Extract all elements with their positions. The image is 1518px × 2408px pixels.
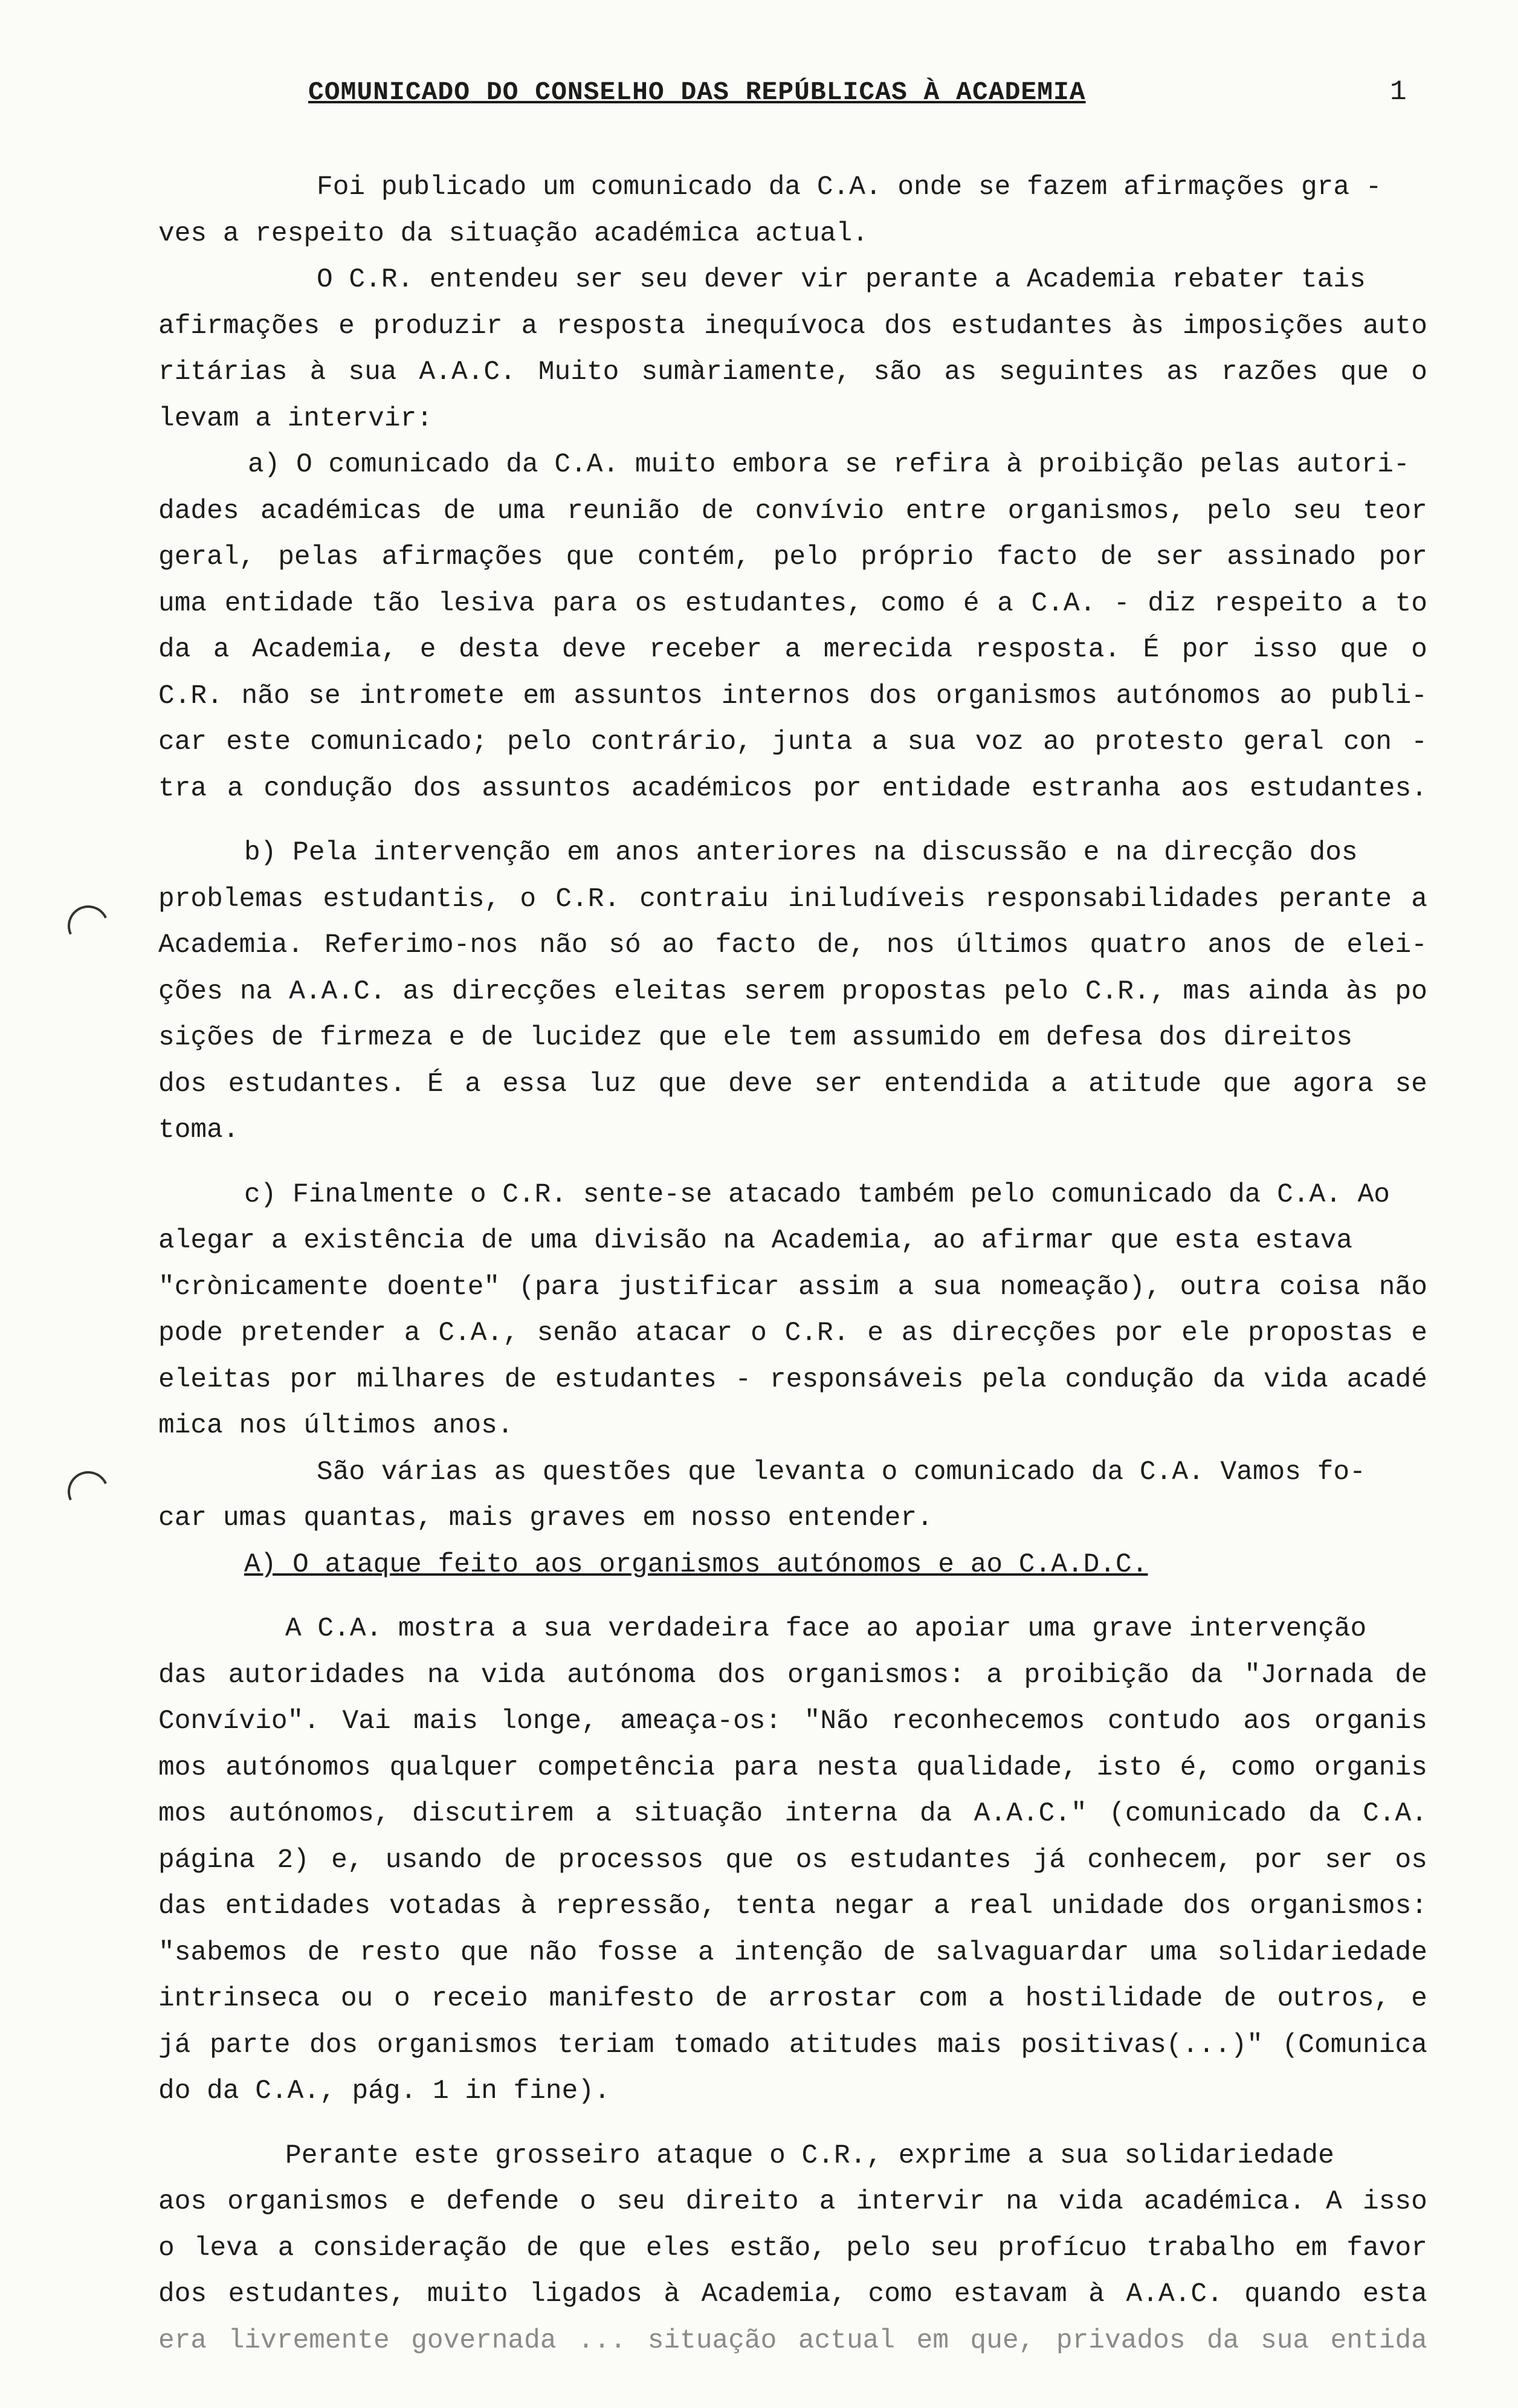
text-line: C.R. não se intromete em assuntos internos dos organismos autónomos ao publi- — [158, 681, 1427, 711]
text-line: car este comunicado; pelo contrário, junta a sua voz ao protesto geral con - — [158, 727, 1427, 757]
margin-mark — [62, 1465, 114, 1518]
text-line: geral, pelas afirmações que contém, pelo próprio facto de ser assinado por — [158, 542, 1427, 572]
text-line: São várias as questões que levanta o comunicado da C.A. Vamos fo- — [317, 1457, 1366, 1487]
text-line: já parte dos organismos teriam tomado atitudes mais positivas(...)" (Comunica — [158, 2030, 1427, 2060]
text-line: uma entidade tão lesiva para os estudantes, como é a C.A. - diz respeito a to — [158, 588, 1427, 619]
text-line: das autoridades na vida autónoma dos organismos: a proibição da "Jornada de — [158, 1660, 1427, 1691]
text-line: das entidades votadas à repressão, tenta negar a real unidade dos organismos: — [158, 1891, 1427, 1921]
text-line: O C.R. entendeu ser seu dever vir perante a Academia rebater tais — [317, 265, 1366, 295]
text-line: mos autónomos qualquer competência para nesta qualidade, isto é, como organis — [158, 1752, 1427, 1783]
body-text — [158, 164, 1427, 2364]
text-line: "crònicamente doente" (para justificar assim a sua nomeação), outra coisa não — [158, 1272, 1427, 1303]
text-line: A) O ataque feito aos organismos autónomos e ao C.A.D.C. — [244, 1549, 1148, 1580]
text-line: b) Pela intervenção em anos anteriores na discussão e na direcção dos — [244, 838, 1358, 868]
text-line: toma. — [158, 1115, 239, 1145]
text-line: A C.A. mostra a sua verdadeira face ao apoiar uma grave intervenção — [285, 1614, 1367, 1644]
paragraph-gap — [158, 1588, 1427, 1606]
text-line: da a Academia, e desta deve receber a merecida resposta. É por isso que o — [158, 635, 1427, 665]
text-line: tra a condução dos assuntos académicos por entidade estranha aos estudantes. — [158, 773, 1427, 804]
text-line: o leva a consideração de que eles estão, pelo seu profícuo trabalho em favor — [158, 2233, 1427, 2264]
text-line: do da C.A., pág. 1 in fine). — [158, 2076, 610, 2106]
text-line: alegar a existência de uma divisão na Academia, ao afirmar que esta estava — [158, 1226, 1353, 1256]
text-line: dos estudantes, muito ligados à Academia, como estavam à A.A.C. quando esta — [158, 2279, 1427, 2309]
text-line: intrinseca ou o receio manifesto de arrostar com a hostilidade de outros, e — [158, 1984, 1427, 2014]
paragraph-gap — [158, 2115, 1427, 2133]
text-line: eleitas por milhares de estudantes - responsáveis pela condução da vida acadé — [158, 1364, 1427, 1395]
text-line: ções na A.A.C. as direcções eleitas serem propostas pelo C.R., mas ainda às po — [158, 976, 1427, 1007]
text-line: ritárias à sua A.A.C. Muito sumàriamente, são as seguintes as razões que o — [158, 357, 1427, 387]
page-number: 1 — [1390, 76, 1407, 108]
text-line: Convívio". Vai mais longe, ameaça-os: "Não reconhecemos contudo aos organis — [158, 1706, 1427, 1736]
text-line: Foi publicado um comunicado da C.A. onde se fazem afirmações gra - — [317, 172, 1382, 202]
text-line: ves a respeito da situação académica actual. — [158, 218, 868, 249]
text-line: Perante este grosseiro ataque o C.R., exprime a sua solidariedade — [285, 2140, 1334, 2171]
document-title: COMUNICADO DO CONSELHO DAS REPÚBLICAS À ACADEMIA — [308, 77, 1086, 107]
text-line: mos autónomos, discutirem a situação interna da A.A.C." (comunicado da C.A. — [158, 1799, 1427, 1829]
text-line: era livremente governada ... situação actual em que, privados da sua entida — [158, 2325, 1427, 2356]
margin-mark — [62, 899, 114, 952]
text-line: pode pretender a C.A., senão atacar o C.R. e as direcções por ele propostas e — [158, 1318, 1427, 1348]
text-line: dos estudantes. É a essa luz que deve ser entendida a atitude que agora se — [158, 1069, 1427, 1099]
paragraph-gap — [158, 812, 1427, 830]
text-line: levam a intervir: — [158, 403, 433, 434]
text-line: problemas estudantis, o C.R. contraiu iniludíveis responsabilidades perante a — [158, 884, 1427, 914]
text-line: "sabemos de resto que não fosse a intenção de salvaguardar uma solidariedade — [158, 1937, 1427, 1968]
text-line: Academia. Referimo-nos não só ao facto de, nos últimos quatro anos de elei- — [158, 930, 1427, 960]
text-line: dades académicas de uma reunião de convívio entre organismos, pelo seu teor — [158, 496, 1427, 526]
text-line: mica nos últimos anos. — [158, 1411, 514, 1441]
text-line: afirmações e produzir a resposta inequívoca dos estudantes às imposições auto — [158, 311, 1427, 341]
paragraph-gap — [158, 1154, 1427, 1172]
text-line: c) Finalmente o C.R. sente-se atacado também pelo comunicado da C.A. Ao — [244, 1179, 1390, 1210]
text-line: a) O comunicado da C.A. muito embora se refira à proibição pelas autori- — [248, 450, 1410, 480]
text-line: car umas quantas, mais graves em nosso entender. — [158, 1503, 933, 1533]
text-line: aos organismos e defende o seu direito a intervir na vida académica. A isso — [158, 2187, 1427, 2217]
text-line: página 2) e, usando de processos que os estudantes já conhecem, por ser os — [158, 1845, 1427, 1876]
text-line: sições de firmeza e de lucidez que ele tem assumido em defesa dos direitos — [158, 1023, 1353, 1053]
